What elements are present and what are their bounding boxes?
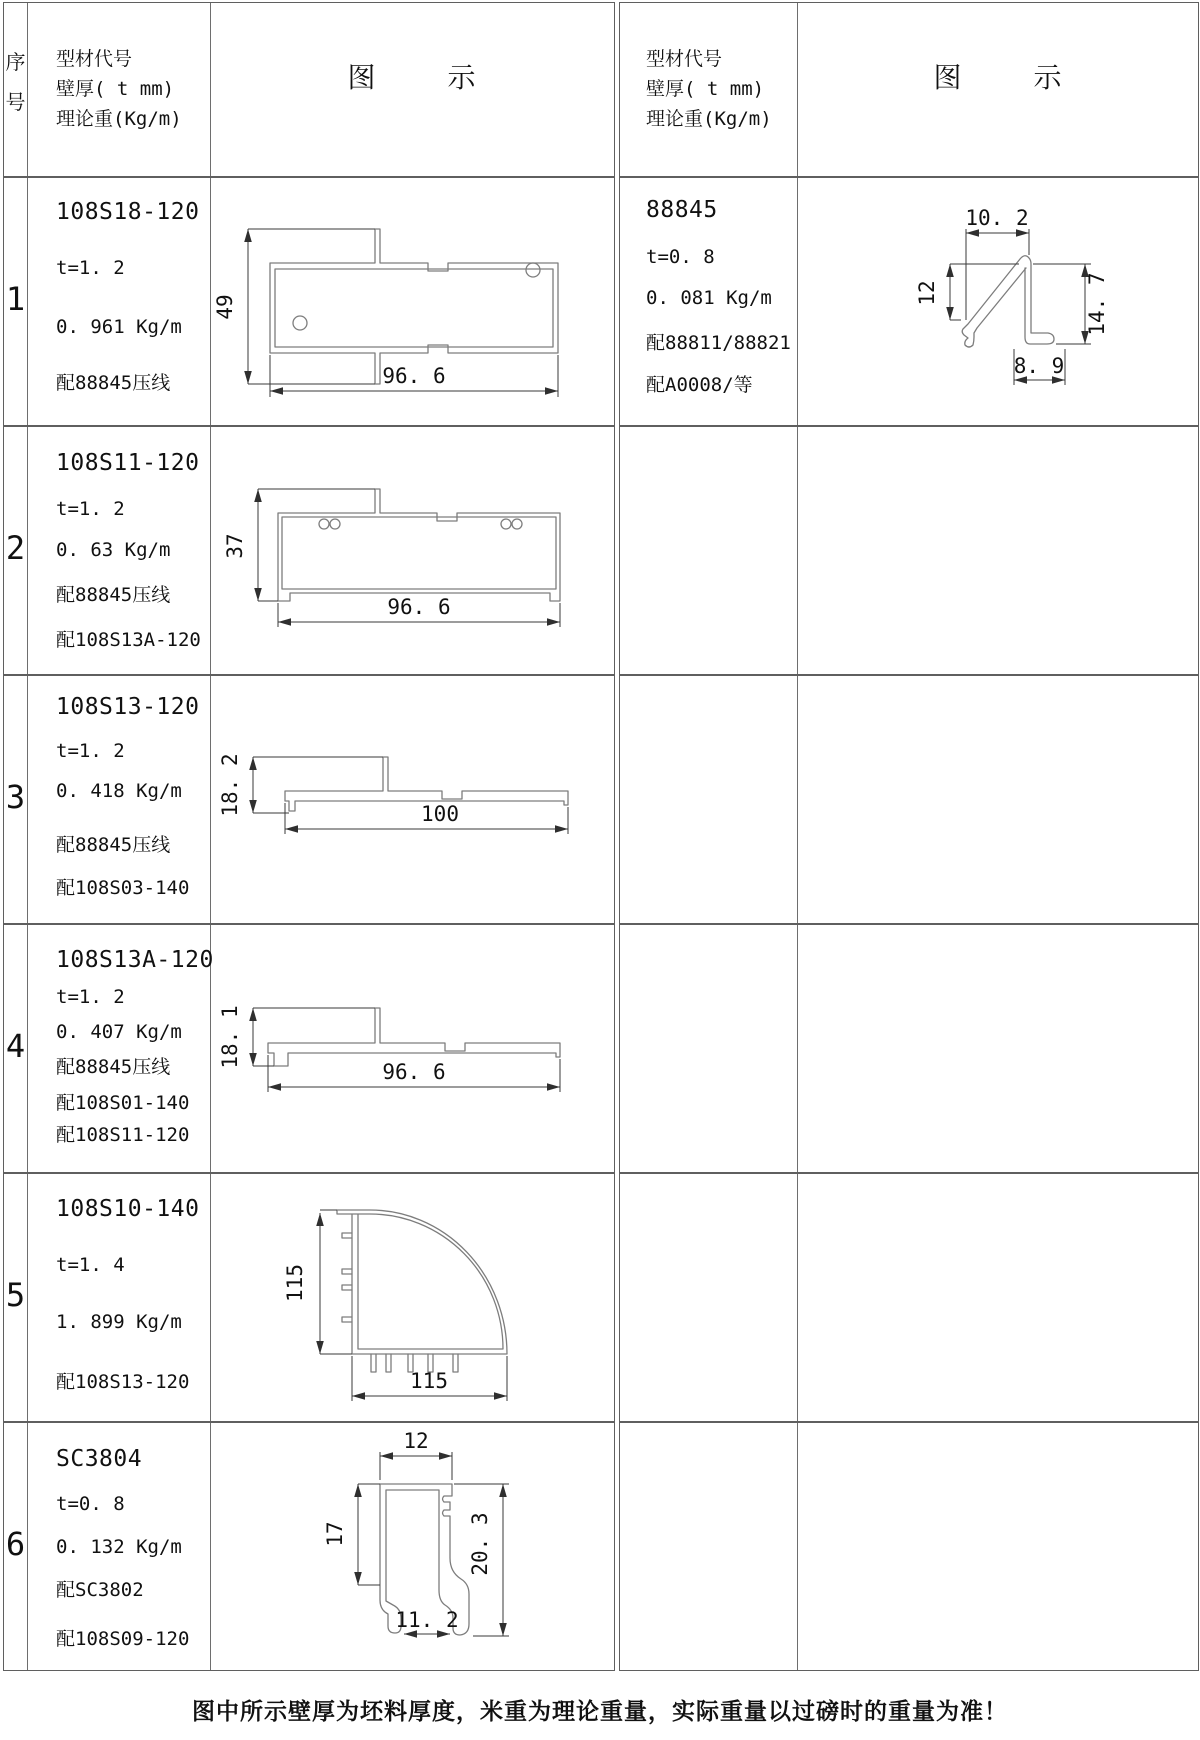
profile-diagram-108S18-120 [211, 177, 612, 424]
screw-port [330, 519, 340, 529]
dim-label-right: 14. 7 [1085, 272, 1109, 336]
dim-label-bottom: 11. 2 [395, 1608, 459, 1632]
profile-diagram-88845 [798, 177, 1196, 424]
match-note: 配108S13A-120 [56, 629, 201, 651]
profile-diagram-108S13-120 [211, 675, 612, 922]
profile-outline [268, 1008, 560, 1066]
dim-label-left: 17 [323, 1521, 347, 1547]
wall-thickness: t=0. 8 [56, 1493, 125, 1515]
unit-weight: 0. 961 Kg/m [56, 316, 182, 338]
profile-code: 108S13A-120 [56, 947, 214, 973]
profile-outline [270, 229, 558, 384]
seq-header-char-top: 序 [5, 50, 26, 74]
screw-port [526, 263, 540, 277]
unit-weight: 0. 081 Kg/m [646, 287, 772, 309]
match-note: 配108S11-120 [56, 1124, 190, 1146]
screw-port [501, 519, 511, 529]
dim-label-top: 12 [403, 1429, 429, 1453]
unit-weight: 0. 132 Kg/m [56, 1536, 182, 1558]
diagram-header-char2: 示 [447, 61, 476, 94]
dim-label-width: 115 [410, 1369, 448, 1393]
diagram-header2-char1: 图 [933, 61, 962, 94]
spec-header-line3: 理论重(Kg/m) [56, 108, 182, 130]
left-table-col-divider-1 [27, 3, 28, 1670]
right-row-divider [620, 1172, 1198, 1174]
footer-note: 图中所示壁厚为坯料厚度，米重为理论重量，实际重量以过磅时的重量为准！ [192, 1699, 1008, 1725]
match-note: 配SC3802 [56, 1579, 144, 1601]
match-note: 配88845压线 [56, 834, 171, 856]
spec-header2-line2: 壁厚( t mm) [646, 78, 765, 100]
dim-label-height: 115 [283, 1264, 307, 1302]
match-note: 配108S09-120 [56, 1628, 190, 1650]
dim-label-width: 96. 6 [387, 595, 451, 619]
right-row-divider [620, 923, 1198, 925]
seq-number-1: 1 [5, 280, 26, 318]
match-note: 配108S03-140 [56, 877, 190, 899]
profile-diagram-108S11-120 [211, 426, 612, 673]
unit-weight: 0. 63 Kg/m [56, 539, 171, 561]
seq-number-6: 6 [5, 1525, 26, 1563]
dim-label-height: 37 [223, 533, 247, 559]
wall-thickness: t=1. 4 [56, 1254, 125, 1276]
seq-number-5: 5 [5, 1276, 26, 1314]
spec-header2-line1: 型材代号 [646, 48, 723, 70]
match-note: 配88811/88821 [646, 332, 791, 354]
diagram-header2-char2: 示 [1033, 61, 1062, 94]
unit-weight: 0. 407 Kg/m [56, 1021, 182, 1043]
wall-thickness: t=1. 2 [56, 498, 125, 520]
extension-line [253, 757, 568, 834]
spec-header-line2: 壁厚( t mm) [56, 78, 175, 100]
right-row-divider [620, 425, 1198, 427]
dim-label-right: 20. 3 [468, 1512, 492, 1576]
screw-port [293, 316, 307, 330]
wall-thickness: t=0. 8 [646, 246, 715, 268]
diagram-header-right [798, 56, 1197, 96]
seq-number-3: 3 [5, 778, 26, 816]
unit-weight: 1. 899 Kg/m [56, 1311, 182, 1333]
match-note: 配108S13-120 [56, 1371, 190, 1393]
dim-label-left: 12 [915, 280, 939, 306]
seq-number-2: 2 [5, 529, 26, 567]
seq-header-char-bottom: 号 [5, 90, 26, 114]
profile-code: 108S13-120 [56, 694, 200, 720]
dim-label-width: 100 [421, 802, 459, 826]
profile-code: 108S18-120 [56, 199, 200, 225]
wall-thickness: t=1. 2 [56, 257, 125, 279]
wall-thickness: t=1. 2 [56, 740, 125, 762]
seq-number-4: 4 [5, 1027, 26, 1065]
match-note: 配A0008/等 [646, 374, 753, 396]
spec-header-line1: 型材代号 [56, 48, 133, 70]
dim-label-width: 96. 6 [382, 1060, 446, 1084]
profile-outline [337, 1210, 507, 1354]
diagram-header-left [211, 56, 612, 96]
profile-code: 108S11-120 [56, 450, 200, 476]
unit-weight: 0. 418 Kg/m [56, 780, 182, 802]
profile-diagram-108S10-140 [211, 1173, 612, 1420]
profile-code: 108S10-140 [56, 1196, 200, 1222]
profile-outline [962, 256, 1054, 347]
dim-label-height: 18. 2 [218, 753, 242, 817]
dim-label-bottom: 8. 9 [1013, 354, 1065, 378]
match-note: 配108S01-140 [56, 1092, 190, 1114]
right-row-divider [620, 1421, 1198, 1423]
match-note: 配88845压线 [56, 584, 171, 606]
dim-label-height: 49 [213, 294, 237, 320]
profile-inner-wall [282, 517, 556, 589]
profile-diagram-SC3804 [211, 1422, 612, 1669]
match-note: 配88845压线 [56, 1056, 171, 1078]
profile-diagram-108S13A-120 [211, 924, 612, 1171]
right-row-divider [620, 674, 1198, 676]
spec-header2-line3: 理论重(Kg/m) [646, 108, 772, 130]
match-note: 配88845压线 [56, 372, 171, 394]
screw-port [319, 519, 329, 529]
profile-outline [278, 489, 560, 601]
dim-label-width: 96. 6 [382, 364, 446, 388]
profile-code: 88845 [646, 197, 718, 223]
dim-label-height: 18. 1 [218, 1005, 242, 1069]
dim-label-top: 10. 2 [965, 206, 1029, 230]
diagram-header-char1: 图 [347, 61, 376, 94]
profile-ribs [342, 1233, 458, 1372]
screw-port [512, 519, 522, 529]
profile-inner-wall [275, 269, 553, 347]
wall-thickness: t=1. 2 [56, 986, 125, 1008]
profile-code: SC3804 [56, 1446, 143, 1472]
